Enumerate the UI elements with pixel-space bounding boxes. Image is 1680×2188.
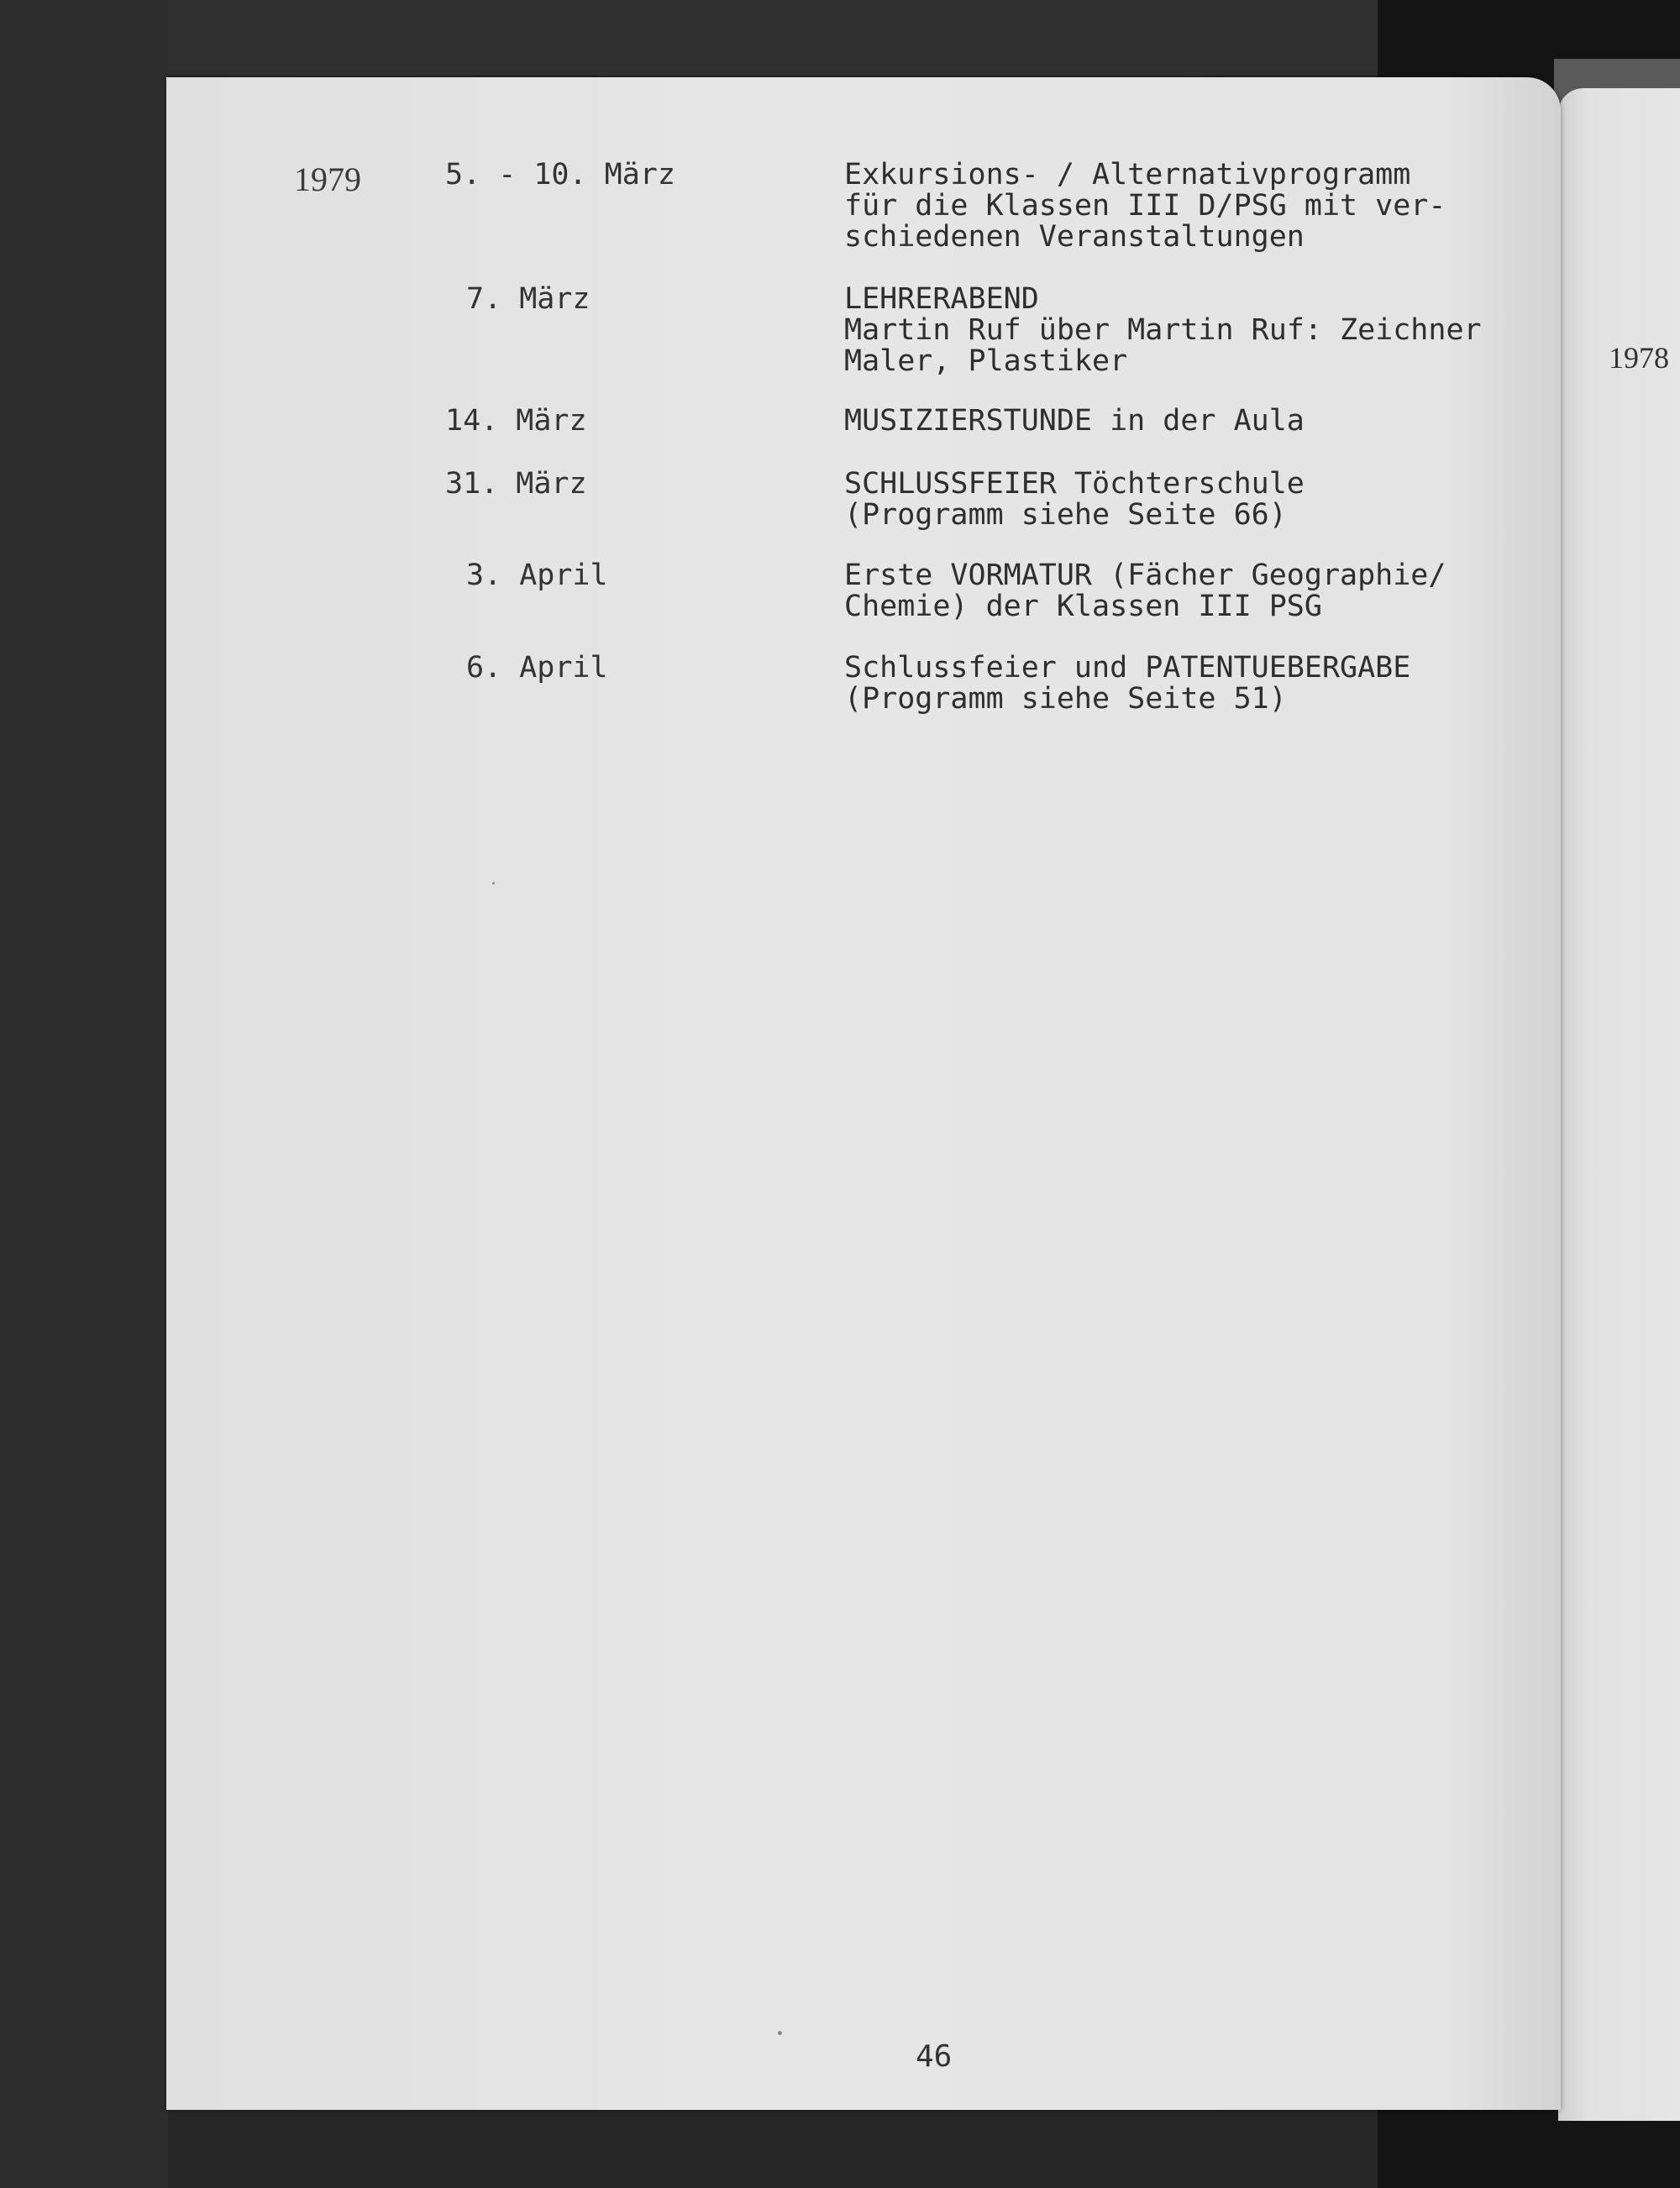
entry-description-line: LEHRERABEND bbox=[844, 282, 1039, 316]
entry-description-line: SCHLUSSFEIER Töchterschule bbox=[844, 467, 1305, 501]
entry-description-line: Schlussfeier und PATENTUEBERGABE bbox=[844, 651, 1411, 685]
entry-description bbox=[844, 469, 1541, 531]
adjacent-page-year: 1978 bbox=[1609, 341, 1669, 375]
paper-speck bbox=[492, 882, 495, 884]
scan-background-top bbox=[168, 0, 1378, 76]
entry-description bbox=[844, 160, 1541, 253]
adjacent-page bbox=[1558, 88, 1680, 2121]
entry-description-line: Maler, Plastiker bbox=[844, 344, 1128, 378]
entry-description-line: (Programm siehe Seite 51) bbox=[844, 682, 1287, 716]
entry-description-line: Martin Ruf über Martin Ruf: Zeichner bbox=[844, 313, 1482, 347]
entry-description-line: (Programm siehe Seite 66) bbox=[844, 498, 1287, 532]
page-number: 46 bbox=[916, 2039, 953, 2074]
entry-description-line: Erste VORMATUR (Fächer Geographie/ bbox=[844, 559, 1446, 592]
entry-description bbox=[844, 284, 1541, 377]
scan-background-left bbox=[0, 0, 168, 2188]
entry-date: 7. März bbox=[466, 282, 591, 316]
entry-date: 3. April bbox=[466, 559, 608, 592]
entry-date: 6. April bbox=[466, 651, 608, 685]
entry-date: 31. März bbox=[445, 467, 587, 501]
entry-description-line: Chemie) der Klassen III PSG bbox=[844, 590, 1322, 623]
year-label: 1979 bbox=[294, 160, 361, 198]
entry-description bbox=[844, 653, 1541, 715]
paper-speck bbox=[778, 2031, 782, 2035]
entry-description-line: für die Klassen III D/PSG mit ver- bbox=[844, 189, 1446, 223]
entry-description bbox=[844, 406, 1541, 437]
entry-date: 14. März bbox=[445, 404, 587, 438]
entry-description bbox=[844, 560, 1541, 622]
document-page bbox=[166, 77, 1561, 2110]
entry-description-line: Exkursions- / Alternativprogramm bbox=[844, 158, 1411, 192]
entry-description-line: schiedenen Veranstaltungen bbox=[844, 220, 1305, 254]
entry-description-line: MUSIZIERSTUNDE in der Aula bbox=[844, 404, 1305, 438]
entry-date: 5. - 10. März bbox=[445, 158, 675, 192]
